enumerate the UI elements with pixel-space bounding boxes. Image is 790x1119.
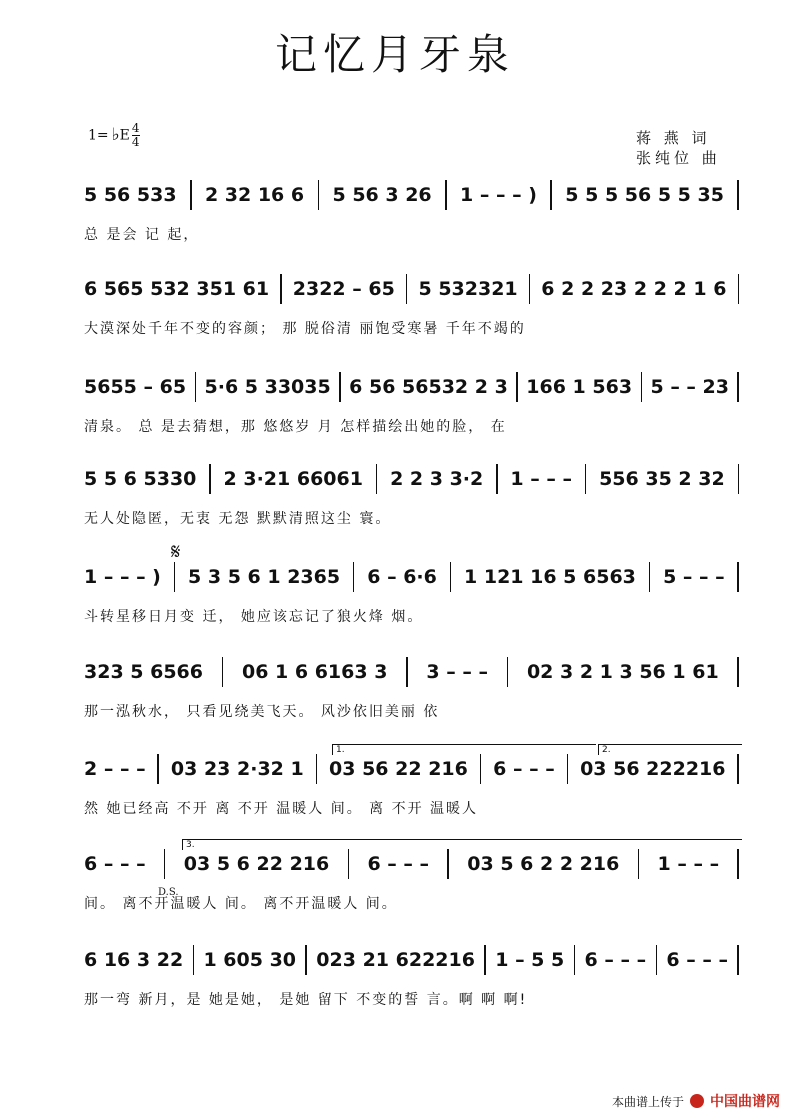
bar-line xyxy=(550,180,552,210)
time-top: 4 xyxy=(131,121,140,135)
measure: 6 – – – xyxy=(666,949,728,971)
measure: 5 – – 23 xyxy=(650,376,729,398)
bar-line xyxy=(738,464,740,494)
bar-line xyxy=(318,180,320,210)
bar-line xyxy=(376,464,378,494)
key-prefix: 1= xyxy=(88,127,109,144)
measure: 2 3·21 66061 xyxy=(223,468,363,490)
bar-line xyxy=(157,754,159,784)
bar-line xyxy=(305,945,307,975)
bar-line xyxy=(737,657,739,687)
measure: 1 – – – ) xyxy=(460,184,537,206)
lyricist-credit: 蒋 燕 词 xyxy=(636,129,711,147)
bar-line xyxy=(280,274,282,304)
credits xyxy=(636,128,721,168)
measure: 5 56 3 26 xyxy=(332,184,432,206)
lyrics-line: 那一弯 新月，是 她是她， 是她 留下 不变的誓 言。啊 啊 啊! xyxy=(84,992,528,1008)
bar-line xyxy=(195,372,197,402)
bar-line xyxy=(222,657,224,687)
notes-row xyxy=(84,272,739,306)
lyrics-line: 大漠深处千年不变的容颜； 那 脱俗清 丽饱受寒暑 千年不竭的 xyxy=(84,321,526,337)
measure: 5655 – 65 xyxy=(84,376,187,398)
lyrics-line: 斗转星移日月变 迁， 她应该忘记了狼火烽 烟。 xyxy=(84,609,424,625)
measure: 2 32 16 6 xyxy=(204,184,305,206)
measure: 03 5 6 2 2 216 xyxy=(467,853,620,875)
measure: 323 5 6566 xyxy=(84,661,203,683)
bar-line xyxy=(737,754,739,784)
bar-line xyxy=(738,274,740,304)
measure: 5 56 533 xyxy=(84,184,177,206)
bar-line xyxy=(164,849,166,879)
bar-line xyxy=(737,945,739,975)
bar-line xyxy=(574,945,576,975)
measure: 6 – 6·6 xyxy=(367,566,437,588)
time-bottom: 4 xyxy=(131,135,140,149)
measure: 5 – – – xyxy=(663,566,725,588)
measure: 5 3 5 6 1 2365 xyxy=(188,566,341,588)
measure: 3 – – – xyxy=(426,661,488,683)
time-signature xyxy=(132,122,140,149)
notes-row xyxy=(84,847,739,881)
measure: 166 1 563 xyxy=(526,376,633,398)
bar-line xyxy=(529,274,531,304)
measure: 1 – – – xyxy=(510,468,572,490)
measure: 03 23 2·32 1 xyxy=(170,758,304,780)
measure: 02 3 2 1 3 56 1 61 xyxy=(526,661,719,683)
bar-line xyxy=(737,562,739,592)
footer xyxy=(612,1091,780,1111)
bar-line xyxy=(638,849,640,879)
segno-icon: 𝄋 xyxy=(171,540,181,565)
measure: 03 5 6 22 216 xyxy=(183,853,330,875)
measure: 1 – – – ) xyxy=(84,566,161,588)
bar-line xyxy=(649,562,651,592)
song-title: 记忆月牙泉 xyxy=(274,30,515,79)
measure: 1 605 30 xyxy=(203,949,297,971)
measure: 03 56 22 216 xyxy=(329,758,468,780)
key-signature xyxy=(88,122,140,149)
notes-row xyxy=(84,655,739,689)
lyrics-line: 无人处隐匿，无衷 无怨 默默清照这尘 寰。 xyxy=(84,511,392,527)
lyrics-line: 间。 离不开温暖人 间。 离不开温暖人 间。 xyxy=(84,896,398,912)
bar-line xyxy=(193,945,195,975)
volta-3: 3. xyxy=(182,839,742,850)
notes-row xyxy=(84,752,739,786)
bar-line xyxy=(737,180,739,210)
measure: 2322 – 65 xyxy=(292,278,395,300)
measure: 1 121 16 5 6563 xyxy=(464,566,636,588)
bar-line xyxy=(484,945,486,975)
measure: 5 532321 xyxy=(418,278,518,300)
measure: 06 1 6 6163 3 xyxy=(241,661,388,683)
bar-line xyxy=(406,274,408,304)
key-letter: E xyxy=(119,127,130,144)
bar-line xyxy=(406,657,408,687)
upload-text: 本曲谱上传于 xyxy=(611,1094,684,1109)
lyrics-line: 那一泓秋水， 只看见绕美飞天。 风沙依旧美丽 依 xyxy=(84,704,440,720)
measure: 023 21 622216 xyxy=(316,949,475,971)
measure: 03 56 222216 xyxy=(580,758,726,780)
measure: 6 – – – xyxy=(84,853,146,875)
measure: 2 – – – xyxy=(84,758,146,780)
lyrics-line: 总 是会 记 起， xyxy=(84,227,200,243)
measure: 1 – – – xyxy=(657,853,720,875)
measure: 1 – 5 5 xyxy=(495,949,565,971)
measure: 5·6 5 33035 xyxy=(204,376,331,398)
measure: 6 565 532 351 61 xyxy=(84,278,270,300)
bar-line xyxy=(737,372,739,402)
flat-icon: ♭ xyxy=(111,124,120,145)
notes-row xyxy=(84,178,739,212)
bar-line xyxy=(656,945,658,975)
measure: 5 5 5 56 5 5 35 xyxy=(565,184,724,206)
measure: 6 – – – xyxy=(584,949,647,971)
bar-line xyxy=(516,372,518,402)
measure: 6 – – – xyxy=(367,853,430,875)
measure: 6 16 3 22 xyxy=(84,949,184,971)
measure: 6 56 56532 2 3 xyxy=(349,376,508,398)
bar-line xyxy=(480,754,482,784)
measure: 2 2 3 3·2 xyxy=(390,468,484,490)
notes-row xyxy=(84,943,739,977)
bar-line xyxy=(445,180,447,210)
bar-line xyxy=(447,849,449,879)
bar-line xyxy=(496,464,498,494)
bar-line xyxy=(585,464,587,494)
bar-line xyxy=(190,180,192,210)
bar-line xyxy=(174,562,176,592)
bar-line xyxy=(316,754,318,784)
volta-2: 2. xyxy=(598,744,742,755)
measure: 6 2 2 23 2 2 2 1 6 xyxy=(541,278,727,300)
measure: 6 – – – xyxy=(493,758,555,780)
measure: 5 5 6 5330 xyxy=(84,468,197,490)
bar-line xyxy=(353,562,355,592)
measure: 556 35 2 32 xyxy=(599,468,725,490)
site-logo-icon xyxy=(690,1094,704,1108)
lyrics-line: 清泉。 总 是去猜想，那 悠悠岁 月 怎样描绘出她的脸， 在 xyxy=(84,419,507,435)
bar-line xyxy=(450,562,452,592)
bar-line xyxy=(641,372,643,402)
notes-row xyxy=(84,560,739,594)
bar-line xyxy=(348,849,350,879)
bar-line xyxy=(209,464,211,494)
site-name: 中国曲谱网 xyxy=(710,1094,780,1110)
bar-line xyxy=(339,372,341,402)
bar-line xyxy=(507,657,509,687)
notes-row xyxy=(84,370,739,404)
lyrics-line: 然 她已经高 不开 离 不开 温暖人 间。 离 不开 温暖人 xyxy=(84,801,479,817)
bar-line xyxy=(737,849,739,879)
dal-segno-mark: D.S. xyxy=(158,887,179,898)
bar-line xyxy=(567,754,569,784)
notes-row xyxy=(84,462,739,496)
volta-1: 1. xyxy=(332,744,596,755)
composer-credit: 张纯位 曲 xyxy=(636,149,721,167)
